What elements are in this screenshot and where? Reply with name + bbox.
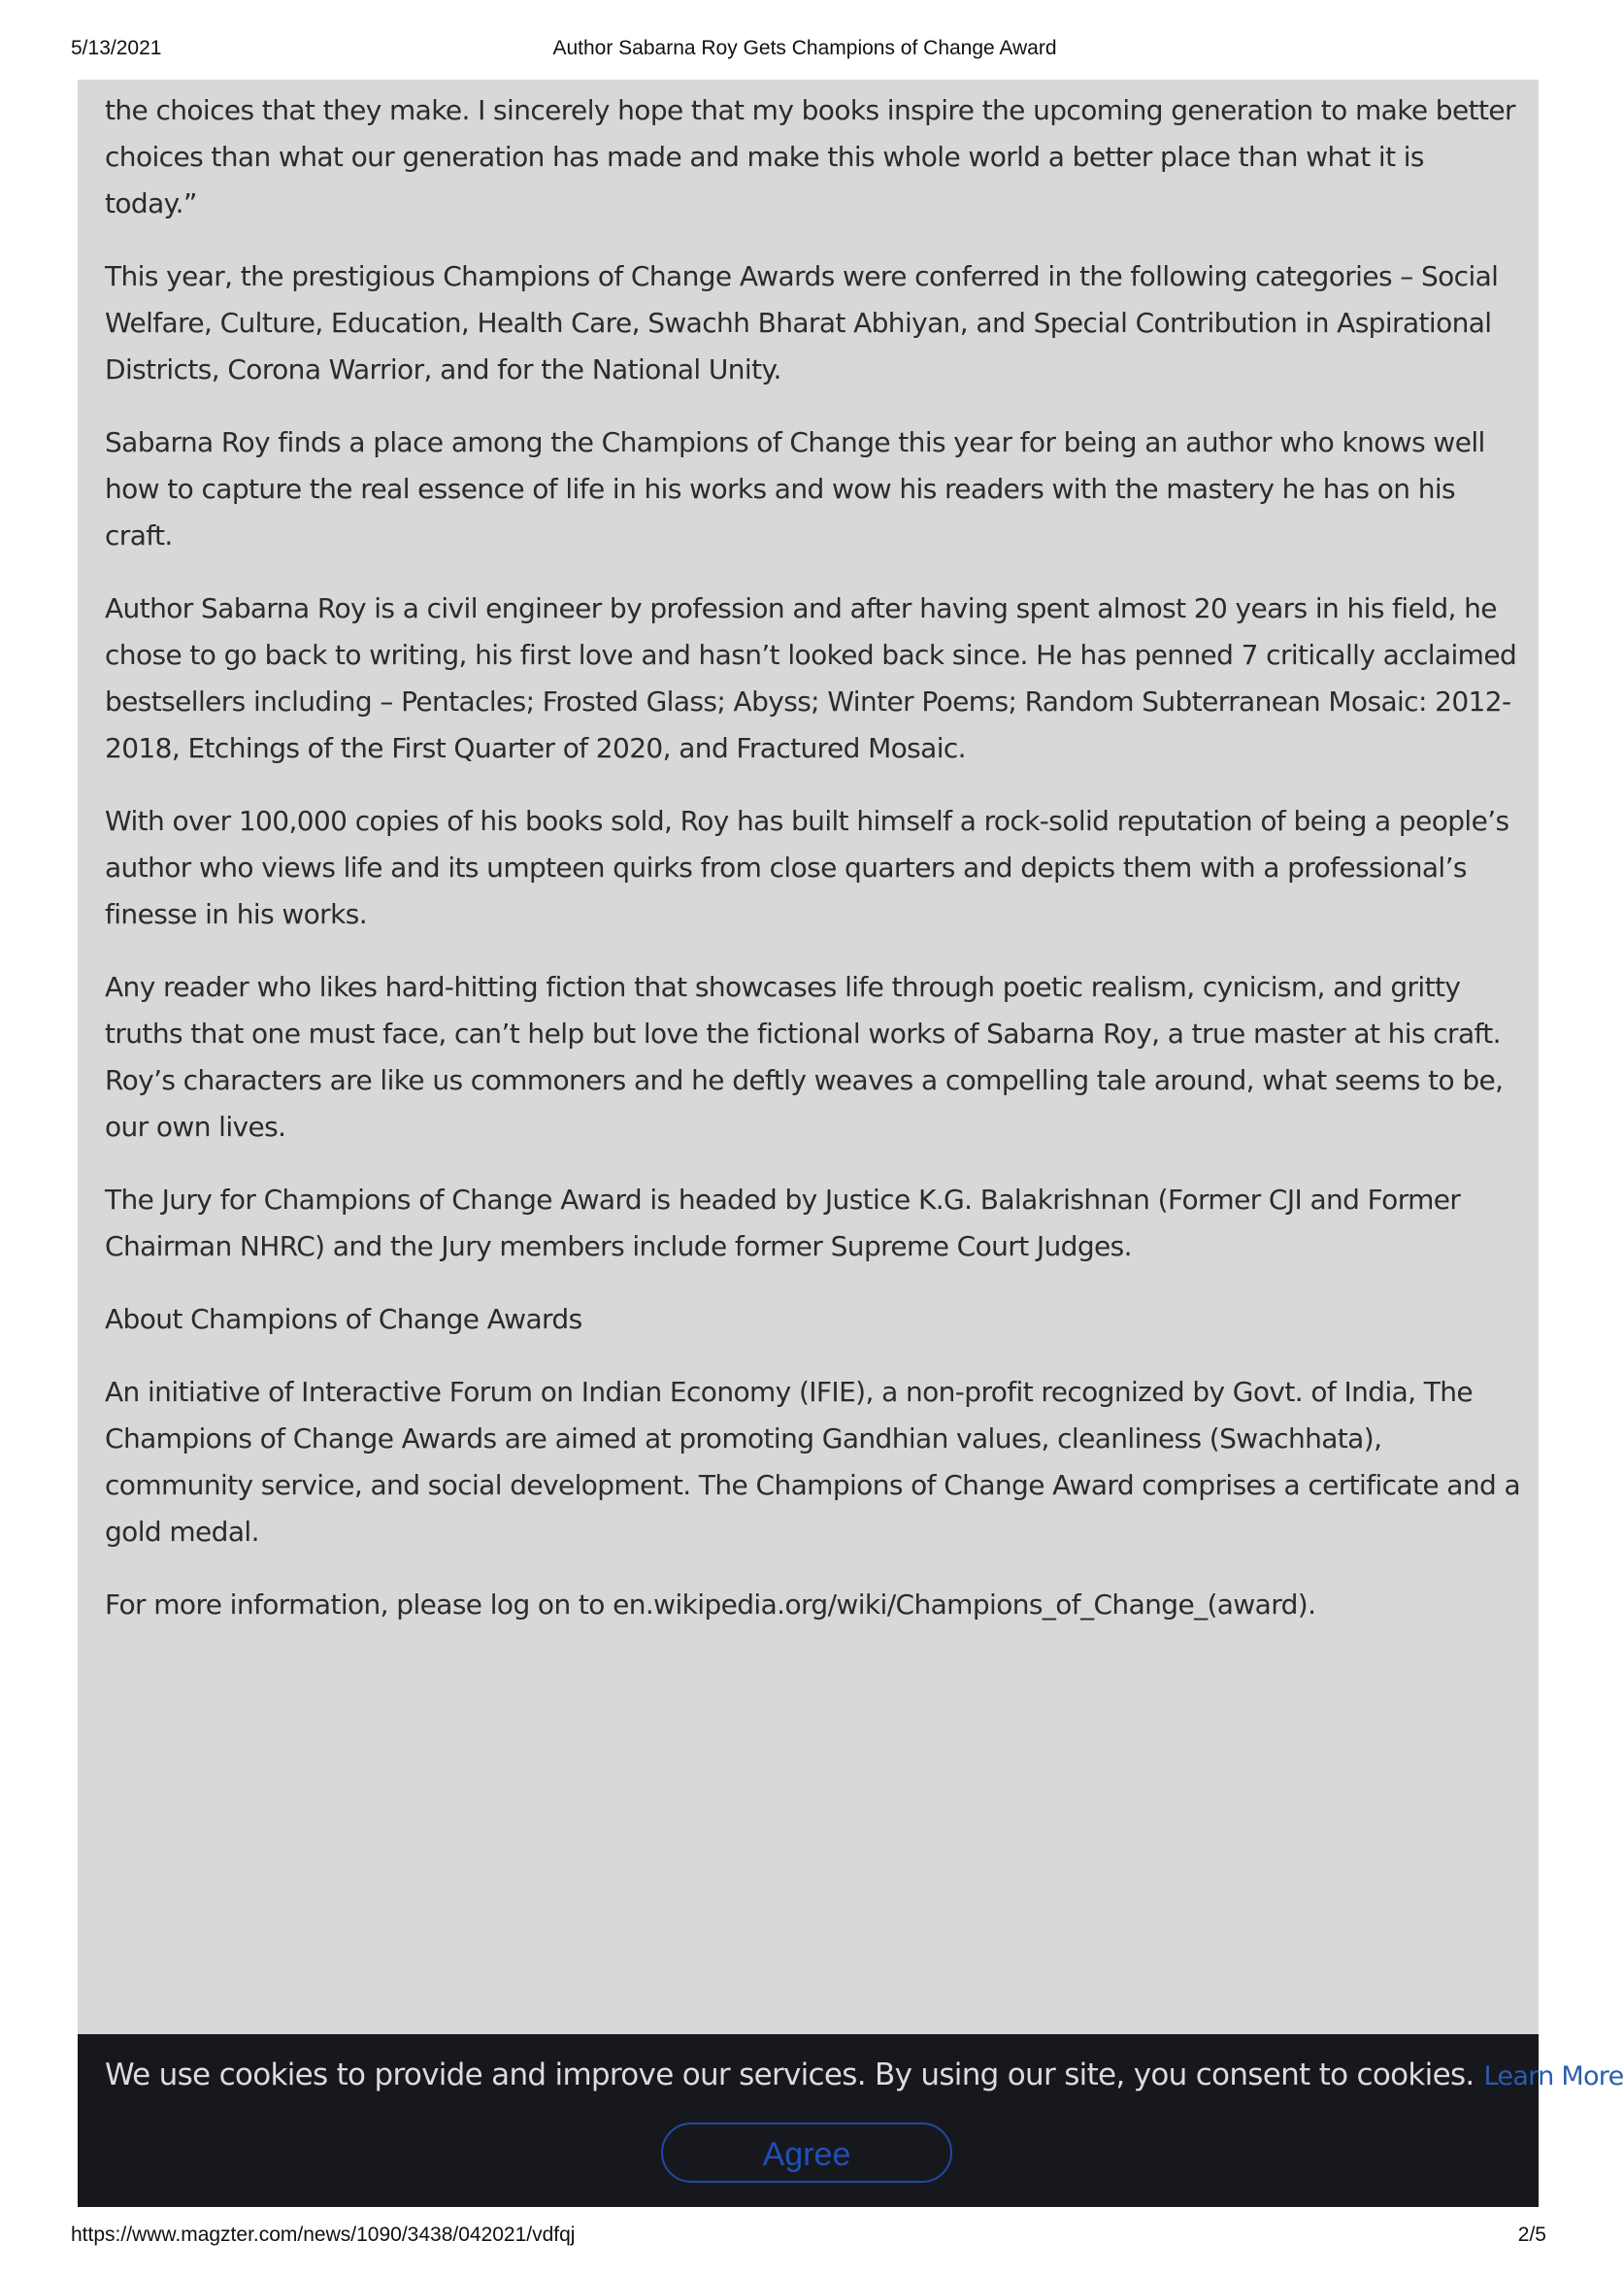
print-url: https://www.magzter.com/news/1090/3438/042021/vdfqj [71,2224,576,2246]
print-header [71,37,1539,66]
article-subheading: About Champions of Change Awards [105,1303,582,1335]
agree-button[interactable]: Agree [661,2123,952,2183]
print-footer [71,2224,1546,2253]
article-panel [78,80,1539,2206]
article-paragraph: Any reader who likes hard-hitting fiction that showcases life through poetic realism, cynicism, and gritty truths that one must face, can’t help but love the fictional works of Sabarna Roy, a true master at his craft. Roy’s characters are like us commoners and he deftly weaves a compelling tale around, what seems to be, our own lives. [105,971,1504,1143]
article-paragraph: For more information, please log on to en.wikipedia.org/wiki/Champions_of_Change_(award). [105,1588,1316,1621]
article-paragraph: Author Sabarna Roy is a civil engineer by profession and after having spent almost 20 years in his field, he chose to go back to writing, his first love and hasn’t looked back since. He has penned 7 critically acclaimed bestsellers including – Pentacles; Frosted Glass; Abyss; Winter Poems; Random Subterranean Mosaic: 2012-2018, Etchings of the First Quarter of 2020, and Fractured Mosaic. [105,592,1517,764]
article-paragraph: The Jury for Champions of Change Award is headed by Justice K.G. Balakrishnan (Former CJI and Former Chairman NHRC) and the Jury members include former Supreme Court Judges. [105,1184,1461,1262]
page-number: 2/5 [1517,2224,1546,2246]
cookie-message-row [105,2054,1624,2098]
cookie-message: We use cookies to provide and improve our services. By using our site, you consent to cookies. [105,2057,1475,2092]
article-paragraph: An initiative of Interactive Forum on Indian Economy (IFIE), a non-profit recognized by Govt. of India, The Champions of Change Awards are aimed at promoting Gandhian values, cleanliness (Swachhata), community service, and social development. The Champions of Change Award comprises a certificate and a gold medal. [105,1376,1521,1548]
cookie-banner [78,2034,1624,2207]
article-paragraph: This year, the prestigious Champions of Change Awards were conferred in the following categories – Social Welfare, Culture, Education, Health Care, Swachh Bharat Abhiyan, and Special Contribution in Aspirational Districts, Corona Warrior, and for the National Unity. [105,260,1499,385]
learn-more-link[interactable]: Learn More [1483,2061,1624,2091]
print-date: 5/13/2021 [71,37,162,59]
print-title: Author Sabarna Roy Gets Champions of Change Award [552,37,1057,59]
article-body [105,87,1522,1655]
article-paragraph: With over 100,000 copies of his books sold, Roy has built himself a rock-solid reputation of being a people’s author who views life and its umpteen quirks from close quarters and depicts them with a professional’s finesse in his works. [105,805,1509,930]
article-paragraph: the choices that they make. I sincerely hope that my books inspire the upcoming generation to make better choices than what our generation has made and make this whole world a better place than what it is today.” [105,94,1515,219]
article-paragraph: Sabarna Roy finds a place among the Champions of Change this year for being an author who knows well how to capture the real essence of life in his works and wow his readers with the mastery he has on his craft. [105,426,1485,552]
